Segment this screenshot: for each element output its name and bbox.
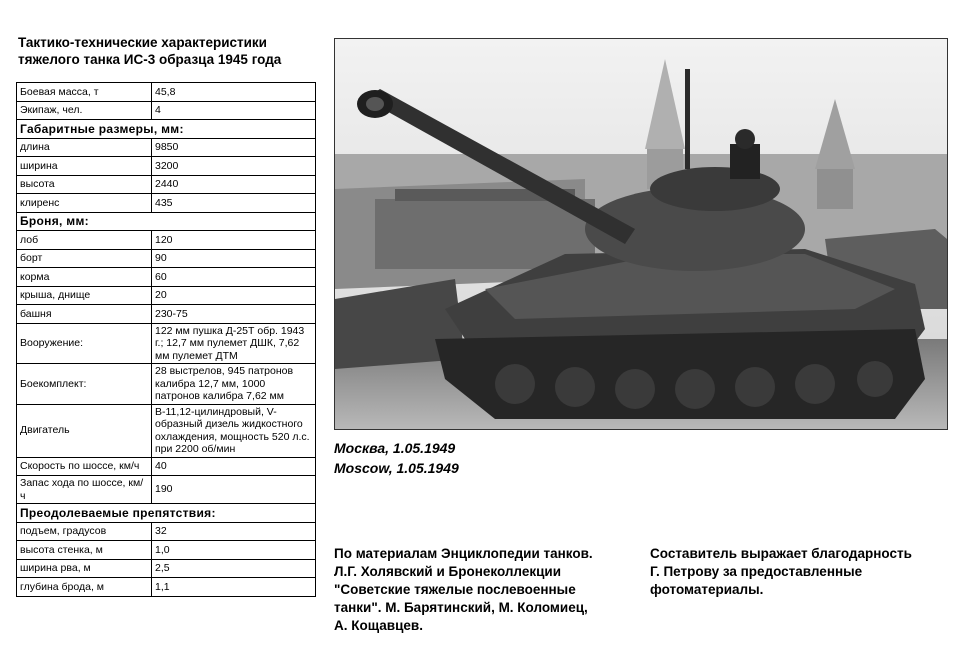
credits-line-1: По материалам Энциклопедии танков. (334, 546, 593, 561)
spec-value: 90 (152, 249, 316, 268)
spec-label: Экипаж, чел. (17, 101, 152, 120)
spec-value: 32 (152, 522, 316, 541)
spec-row (17, 522, 316, 541)
spec-label: лоб (17, 231, 152, 250)
credits-line-4: танки". М. Барятинский, М. Коломиец, (334, 600, 588, 615)
section-row (17, 504, 316, 523)
spec-row (17, 541, 316, 560)
spec-row (17, 175, 316, 194)
credits-line-5: А. Кощавцев. (334, 618, 423, 633)
page-title (18, 34, 318, 68)
spec-row (17, 138, 316, 157)
spec-row (17, 231, 316, 250)
spec-value: 45,8 (152, 83, 316, 102)
spec-label: Боевая масса, т (17, 83, 152, 102)
spec-label: высота (17, 175, 152, 194)
spec-value: 28 выстрелов, 945 патронов калибра 12,7 мм, 1000 патронов калибра 7,62 мм (152, 364, 316, 405)
spec-label: длина (17, 138, 152, 157)
tank-photo-drawing (335, 39, 947, 429)
spec-value: 2440 (152, 175, 316, 194)
spec-label: ширина рва, м (17, 559, 152, 578)
credits-line-3: "Советские тяжелые послевоенные (334, 582, 576, 597)
spec-row (17, 457, 316, 476)
spec-row (17, 101, 316, 120)
spec-label: башня (17, 305, 152, 324)
spec-value: 1,0 (152, 541, 316, 560)
specs-table (16, 82, 316, 597)
caption-ru: Москва, 1.05.1949 (334, 440, 456, 456)
section-heading: Броня, мм: (17, 212, 316, 231)
spec-value: 20 (152, 286, 316, 305)
spec-row (17, 578, 316, 597)
source-credits (334, 545, 634, 635)
spec-label: крыша, днище (17, 286, 152, 305)
spec-value: 120 (152, 231, 316, 250)
acknowledgement (650, 545, 950, 599)
thanks-line-2: Г. Петрову за предоставленные (650, 564, 863, 579)
credits-line-2: Л.Г. Холявский и Бронеколлекции (334, 564, 561, 579)
spec-row (17, 559, 316, 578)
spec-value: 190 (152, 476, 316, 504)
spec-value: 2,5 (152, 559, 316, 578)
spec-label: глубина брода, м (17, 578, 152, 597)
spec-row (17, 83, 316, 102)
spec-row (17, 194, 316, 213)
spec-row (17, 476, 316, 504)
title-line-2: тяжелого танка ИС-3 образца 1945 года (18, 52, 282, 67)
spec-value: 9850 (152, 138, 316, 157)
spec-label: Боекомплект: (17, 364, 152, 405)
spec-value: 3200 (152, 157, 316, 176)
spec-label: корма (17, 268, 152, 287)
spec-label: Запас хода по шоссе, км/ч (17, 476, 152, 504)
spec-row (17, 157, 316, 176)
title-line-1: Тактико-технические характеристики (18, 35, 267, 50)
section-row (17, 212, 316, 231)
spec-value: 1,1 (152, 578, 316, 597)
spec-label: ширина (17, 157, 152, 176)
spec-value: В-11,12-цилиндровый, V-образный дизель жидкостного охлаждения, мощность 520 л.с. при 2200 об/мин (152, 404, 316, 457)
spec-row (17, 364, 316, 405)
spec-value: 230-75 (152, 305, 316, 324)
spec-value: 435 (152, 194, 316, 213)
caption-en: Moscow, 1.05.1949 (334, 460, 459, 476)
spec-row (17, 305, 316, 324)
spec-row (17, 268, 316, 287)
spec-row (17, 249, 316, 268)
section-heading: Преодолеваемые препятствия: (17, 504, 316, 523)
tank-photo (334, 38, 948, 430)
photo-caption (334, 438, 459, 478)
spec-row (17, 404, 316, 457)
thanks-line-1: Составитель выражает благодарность (650, 546, 912, 561)
spec-label: подъем, градусов (17, 522, 152, 541)
spec-label: высота стенка, м (17, 541, 152, 560)
spec-value: 40 (152, 457, 316, 476)
section-row (17, 120, 316, 139)
spec-label: Скорость по шоссе, км/ч (17, 457, 152, 476)
thanks-line-3: фотоматериалы. (650, 582, 764, 597)
section-heading: Габаритные размеры, мм: (17, 120, 316, 139)
spec-value: 60 (152, 268, 316, 287)
spec-row (17, 323, 316, 364)
spec-value: 122 мм пушка Д-25Т обр. 1943 г.; 12,7 мм пулемет ДШК, 7,62 мм пулемет ДТМ (152, 323, 316, 364)
spec-label: Двигатель (17, 404, 152, 457)
spec-value: 4 (152, 101, 316, 120)
spec-label: Вооружение: (17, 323, 152, 364)
spec-label: борт (17, 249, 152, 268)
spec-row (17, 286, 316, 305)
spec-label: клиренс (17, 194, 152, 213)
